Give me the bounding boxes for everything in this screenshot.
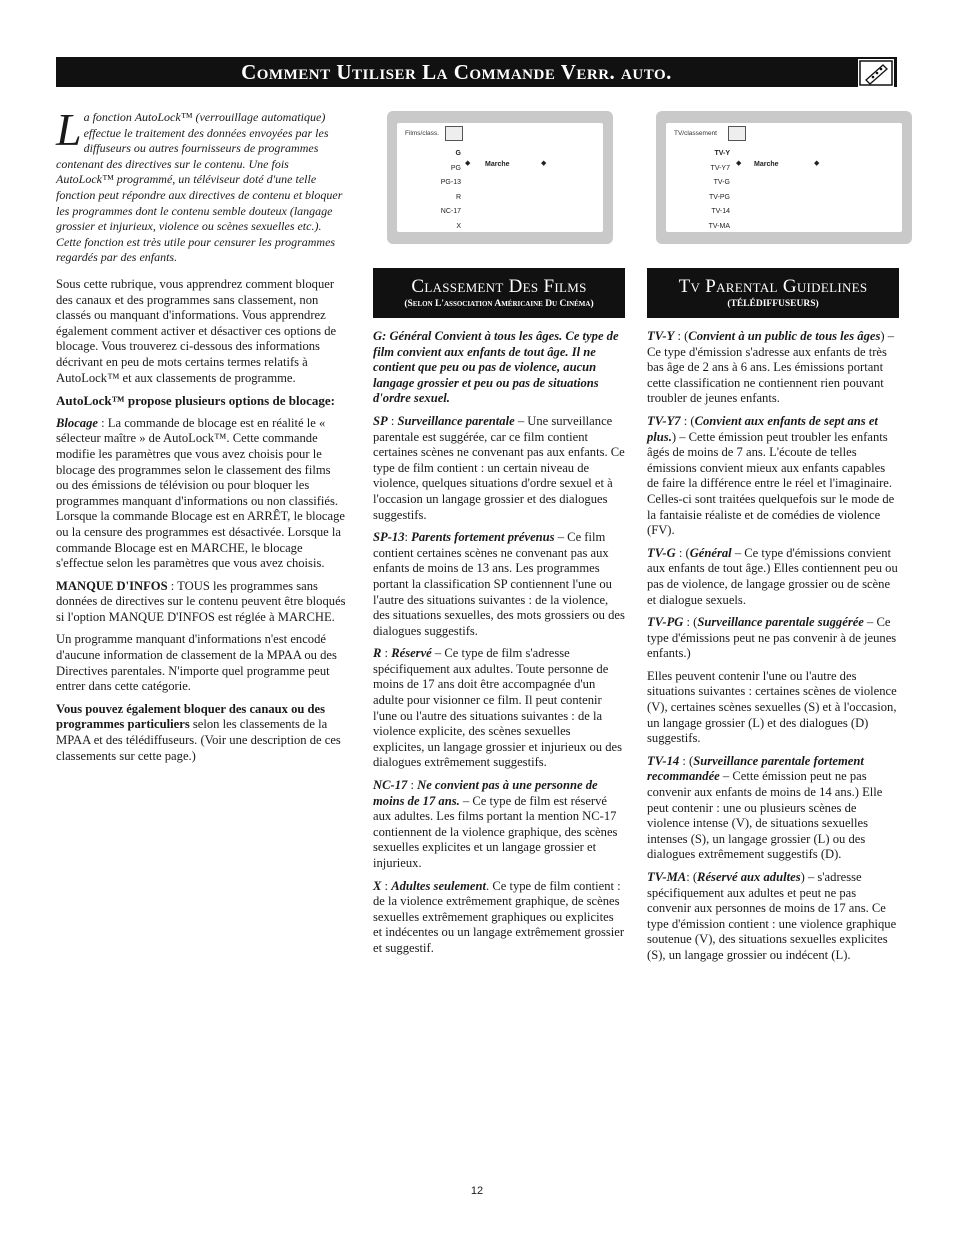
list-item: PG-13	[440, 179, 461, 186]
rating-label: Adultes seulement	[391, 878, 487, 893]
rating-text: – s'adresse spécifiquement aux adultes et peut ne pas convenir aux personnes de moins de 17 ans. Ce type d'émission contient : une violence graphique soutenue (V), des situations sexuelles explicites (S), un langage grossier ou indécent (L).	[647, 870, 897, 962]
tv-banner-title: Tv Parental Guidelines	[678, 276, 868, 297]
rating-text: – Ce type d'émissions peut ne pas convenir à de jeunes enfants.)	[647, 615, 897, 661]
last-paragraph	[56, 702, 346, 764]
rating-tvy: TV-Y : (Convient à un public de tous les âges) – Ce type d'émission s'adresse aux enfants de très bas âge de 2 ans à 6 ans. Les émissions portant cette classification ne contiennent rien pouvant troubler de jeunes enfants.	[647, 329, 895, 406]
list-item: PG	[450, 164, 461, 172]
tvpg-paragraph: Elles peuvent contenir l'une ou l'autre des situations suivantes : certaines scènes de violence (V), certaines scènes sexuelles (S) et à l'occasion, un langage grossier (L) et des dialogues (D) suggestifs.	[647, 668, 897, 746]
rating-nc17: NC-17 : Ne convient pas à une personne de moins de 17 ans. – Ce type de film est réservé aux adultes. Les films portant la mention NC-17 contiennent de la violence graphique, des scènes sexuelles explicites et un langage grossier et injurieux.	[373, 778, 618, 870]
films-banner-title: Classement Des Films	[411, 276, 587, 297]
list-item: R	[455, 193, 461, 201]
rating-term: TV-MA	[647, 870, 687, 884]
films-column	[373, 329, 625, 964]
manque-paragraph	[56, 579, 346, 626]
rating-r: R : Réservé – Ce type de film s'adresse spécifiquement aux adultes. Toute personne de moins de 17 ans doit être accompagnée d'un adulte pour visionner ce film. Il peut contenir l'une ou l'autre des situations suivantes : de la violence explicite, des scènes sexuelles explicites, un langage grossier et injurieux ou des dialogues extrêmement suggestifs.	[373, 646, 623, 770]
tv-screen	[656, 111, 912, 244]
page-title: Comment Utiliser La Commande Verr. auto.	[241, 60, 672, 84]
manque-term: MANQUE D'INFOS	[56, 578, 168, 593]
films-value: Marche	[485, 161, 510, 168]
rating-sp13: SP-13: Parents fortement prévenus – Ce film contient certaines scènes ne convenant pas aux enfants de moins de 13 ans. Les programmes portant la classification SP contiennent l'une ou l'autre des situations suivantes : de la violence, des situations sexuelles, des mots grossiers ou des dialogues suggestifs.	[373, 530, 625, 638]
list-item: X	[456, 222, 461, 230]
tv-screen-title: TV/classement	[674, 130, 717, 137]
rating-text: – Ce type d'émission s'adresse aux enfants de très bas âge de 2 ans à 6 ans. Les émissions portant cette classification ne contiennent rien pouvant troubler de jeunes enfants.	[647, 329, 895, 406]
rating-label: Réservé	[391, 646, 432, 661]
options-heading: AutoLock™ propose plusieurs options de blocage:	[56, 393, 335, 409]
rating-term: TV-PG	[647, 615, 684, 630]
last-text: selon les classements de la MPAA et des télédiffuseurs. (Voir une description de ces classements sur cette page.)	[56, 717, 341, 763]
tv-banner	[647, 268, 899, 318]
rating-text: – Ce type d'émissions convient aux enfants de tout âge.) Elles contiennent peu ou pas de violence, de langage grossier ou de scène et dialogue sexuels.	[647, 545, 898, 607]
list-item: TV-Y7	[710, 164, 730, 172]
rating-term: NC-17	[373, 778, 408, 793]
rating-text: – Ce film contient certaines scènes ne convenant pas aux enfants de moins de 13 ans. Les programmes portant la classification SP contiennent l'une ou l'autre des situations suivantes : de la violence, des situations sexuelles, des mots grossiers ou des dialogues suggestifs.	[373, 530, 625, 638]
rating-label: Convient aux enfants de sept ans et plus.	[647, 413, 878, 444]
rating-label: Réservé aux adultes	[697, 870, 801, 884]
rating-label: Surveillance parentale	[397, 413, 515, 428]
intro-text: a fonction AutoLock™ (verrouillage automatique) effectue le traitement des données envoyées par les diffuseurs ou autres fournisseurs de programmes contenant des directives sur le contenu. Une fois AutoLock™ programmé, un téléviseur doté d'une telle fonction peut répondre aux directives de contenu et bloquer les programmes dont le contenu semble douteux (langage grossier et injurieux, violence ou scènes sexuelles etc.). Cette fonction est très utile pour censurer les programmes regardés par des enfants.	[56, 110, 343, 265]
list-item: G	[455, 150, 461, 157]
list-item: NC-17	[440, 208, 461, 215]
rating-term: G	[373, 329, 383, 343]
arrow-icon: ◆	[541, 159, 547, 167]
blocage-text: : La commande de blocage est en réalité le « sélecteur maître » de AutoLock™. Cette commande modifie les paramètres que vous avez choisis pour le blocage des programmes selon le classement des films ou des émissions de télévision ou pour bloquer les programmes manquant d'informations ou non classifiés. Lorsque la commande Blocage est en ARRÊT, le blocage ou la censure des programmes est désactivée. Lorsque la commande Blocage est en MARCHE, le blocage s'effectue selon les paramètres que vous avez choisis.	[56, 415, 345, 571]
rating-text: – Cette émission peut troubler les enfants âgés de moins de 7 ans. L'écoute de telles émissions convient mieux aux enfants capables de faire la différence entre le réel et l'imaginaire. Celles-ci sont traitées quelquefois sur le mode de la fantaisie réaliste et de comédies de violence (FV).	[647, 429, 895, 538]
lock-icon	[728, 126, 746, 141]
rating-text: – Une surveillance parentale est suggérée, car ce film contient certaines scènes ne convenant pas aux enfants. Ce type de film contient : un certain niveau de violence, quelques situations d'ordre sexuel et à l'occasion un langage grossier et des dialogues suggestifs.	[373, 413, 625, 522]
rating-label: Surveillance parentale suggérée	[697, 615, 864, 630]
list-item: TV-14	[711, 208, 730, 215]
rating-text: . Ce type de film contient : de la violence extrêmement graphique, de scènes sexuelles extrêmement graphiques ou explicites et indécentes ou un langage extrêmement grossier et suggestif.	[373, 878, 625, 955]
left-column	[56, 277, 346, 771]
rating-label: Parents fortement prévenus	[411, 530, 555, 545]
tv-value: Marche	[754, 161, 779, 168]
films-rating-list	[397, 147, 461, 234]
films-screen-title: Films/class.	[405, 130, 439, 137]
remote-control-icon	[858, 59, 894, 87]
rating-tvpg: TV-PG : (Surveillance parentale suggérée – Ce type d'émissions peut ne pas convenir à de jeunes enfants.)	[647, 615, 897, 661]
rating-term: TV-14	[647, 753, 680, 768]
rating-text: – Cette émission peut ne pas convenir aux enfants de moins de 14 ans.) Elle peut contenir : une ou plusieurs scènes de violence intense (V), de situations sexuelles intenses (S), un langage grossier (L) ou des dialogues extrêmement suggestifs (D).	[647, 769, 883, 862]
rating-tvy7: TV-Y7 : (Convient aux enfants de sept ans et plus.) – Cette émission peut troubler les enfants âgés de moins de 7 ans. L'écoute de telles émissions convient mieux aux enfants capables de faire la différence entre le réel et l'imaginaire. Celles-ci sont traitées quelquefois sur le mode de la fantaisie réaliste et de comédies de violence (FV).	[647, 413, 895, 538]
tv-column	[647, 329, 899, 971]
blocage-paragraph	[56, 416, 346, 572]
rating-tv14: TV-14 : (Surveillance parentale fortement recommandée – Cette émission peut ne pas convenir aux enfants de moins de 14 ans.) Elle peut contenir : une ou plusieurs scènes de violence intense (V), de situations sexuelles intenses (S), un langage grossier (L) ou des dialogues extrêmement suggestifs (D).	[647, 753, 883, 862]
list-item: TV-Y	[714, 150, 730, 157]
films-screen	[387, 111, 613, 244]
arrow-icon: ◆	[736, 159, 742, 167]
rating-label: Convient à un public de tous les âges	[688, 329, 881, 343]
rating-label: Surveillance parentale fortement recommandée	[647, 753, 864, 784]
rating-tvma: TV-MA: (Réservé aux adultes) – s'adresse spécifiquement aux adultes et peut ne pas convenir aux personnes de moins de 17 ans. Ce type d'émission contient : une violence graphique soutenue (V), des situations sexuelles explicites (S), un langage grossier ou indécent (L).	[647, 870, 897, 962]
tv-banner-subtitle: (TÉLÉDIFFUSEURS)	[727, 299, 819, 309]
lock-icon	[445, 126, 463, 141]
arrow-icon: ◆	[814, 159, 820, 167]
rating-x: X : Adultes seulement. Ce type de film contient : de la violence extrêmement graphique, de scènes sexuelles extrêmement graphiques ou explicites et indécentes ou un langage extrêmement grossier et suggestif.	[373, 878, 625, 955]
manque-text: : TOUS les programmes sans données de directives sur le contenu peuvent être bloqués si l'option MANQUE D'INFOS est réglée à MARCHE.	[56, 578, 346, 624]
films-banner	[373, 268, 625, 318]
rating-term: TV-Y7	[647, 413, 681, 428]
arrow-icon: ◆	[465, 159, 471, 167]
rating-tvg: TV-G : (Général – Ce type d'émissions convient aux enfants de tout âge.) Elles contiennent peu ou pas de violence, de langage grossier ou de scène et dialogue sexuels.	[647, 545, 898, 607]
title-bar	[56, 57, 897, 87]
rating-term: TV-G	[647, 545, 676, 560]
tv-rating-list	[666, 147, 730, 234]
intro-paragraph	[56, 104, 346, 266]
page-number: 12	[470, 1185, 484, 1197]
rating-sp: SP : Surveillance parentale – Une surveillance parentale est suggérée, car ce film contient certaines scènes ne convenant pas aux enfants. Ce type de film contient : un certain niveau de violence, quelques situations d'ordre sexuel et à l'occasion un langage grossier et des dialogues suggestifs.	[373, 413, 625, 522]
rating-term: TV-Y	[647, 329, 675, 343]
rating-term: SP	[373, 413, 388, 428]
list-item: TV-PG	[708, 193, 730, 201]
rating-text: : Général Convient à tous les âges. Ce type de film convient aux enfants de tout âge. Il ne contient que peu ou pas de violence, aucun langage grossier et peu ou pas de situations d'ordre sexuel.	[373, 329, 619, 406]
drop-cap: L	[56, 104, 82, 155]
left-intro-paragraph: Sous cette rubrique, vous apprendrez comment bloquer des canaux et des programmes sans classement, non classés ou manquant d'informations. Vous apprendrez également comment activer et désactiver ces options de blocage. Vous trouverez ci-dessous des informations décrivant en peu de mots certains termes relatifs à AutoLock™ et aux classements de programme.	[56, 277, 337, 385]
list-item: TV-G	[713, 179, 730, 186]
rating-term: SP-13	[373, 530, 405, 545]
rating-label: Général	[689, 545, 732, 560]
rating-g	[373, 329, 625, 407]
rating-term: R	[373, 646, 382, 661]
rating-label: Ne convient pas à une personne de moins de 17 ans.	[373, 778, 598, 808]
rating-text: – Ce type de film s'adresse spécifiquement aux adultes. Toute personne de moins de 17 ans doit être accompagnée d'un adulte pour visionner ce film. Il peut contenir l'une ou l'autre des situations suivantes : de la violence explicite, des scènes sexuelles explicites, un langage grossier et injurieux ou des dialogues extrêmement suggestifs.	[373, 646, 623, 770]
unprog-paragraph: Un programme manquant d'informations n'est encodé d'aucune information de classement de la MPAA ou des Directives parentales. N'importe quel programme peut entrer dans cette catégorie.	[56, 632, 337, 694]
rating-text: – Ce type de film est réservé aux adultes. Les films portant la mention NC-17 contiennent de la violence graphique, des scènes sexuelles explicites et un langage grossier et injurieux.	[373, 793, 618, 870]
last-bold: Vous pouvez également bloquer des canaux ou des programmes particuliers	[56, 701, 326, 732]
list-item: TV-MA	[708, 222, 730, 230]
films-banner-subtitle: (Selon L'association Américaine Du Cinéma)	[404, 299, 594, 309]
rating-term: X	[373, 878, 382, 893]
blocage-term: Blocage	[56, 415, 98, 430]
